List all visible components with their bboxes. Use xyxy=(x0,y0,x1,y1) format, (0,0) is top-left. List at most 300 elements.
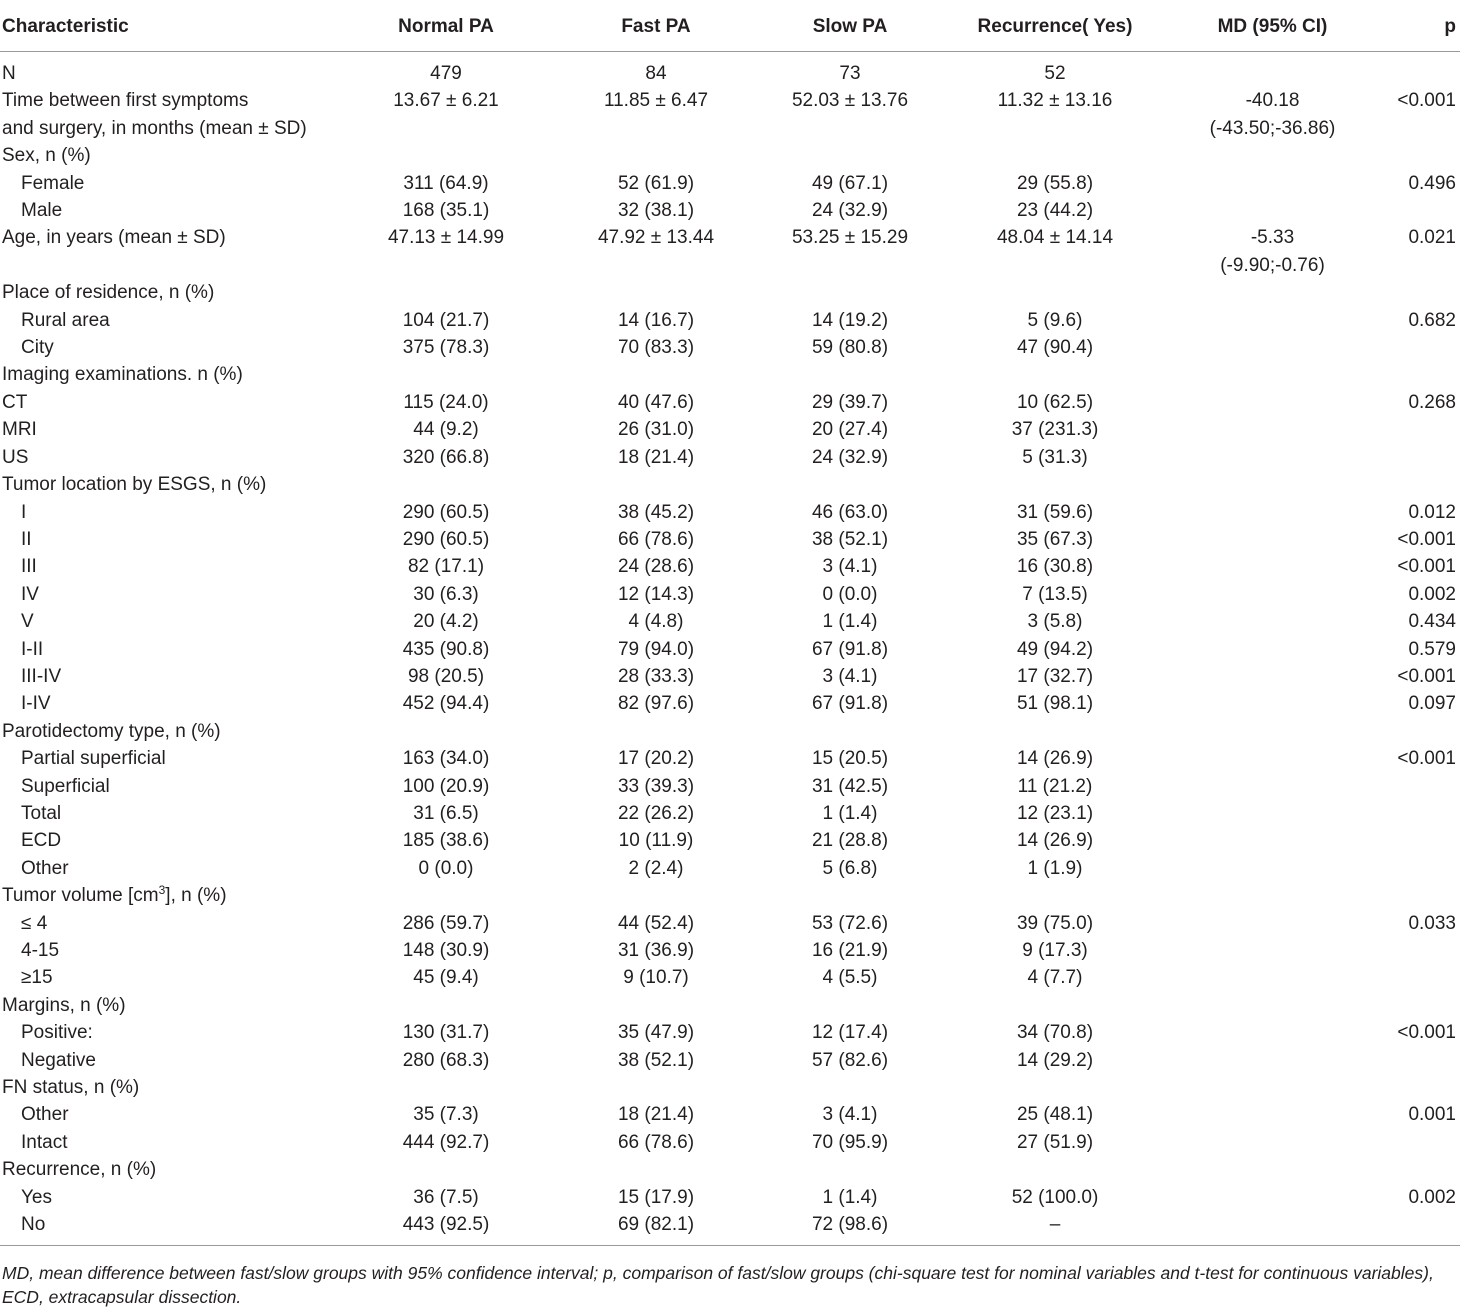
row-label-text: III-IV xyxy=(21,665,62,687)
cell-value: 52 (100.0) xyxy=(1011,1186,1099,1208)
cell-normal-pa xyxy=(330,1211,562,1246)
row-label-text: III xyxy=(21,556,37,578)
table-row xyxy=(0,1019,1460,1046)
row-label xyxy=(0,526,330,553)
cell-recurrence xyxy=(950,992,1160,1019)
cell-fast-pa xyxy=(562,608,750,635)
cell-normal-pa xyxy=(330,52,562,88)
row-label-text: Partial superficial xyxy=(21,748,166,770)
cell-value: 84 xyxy=(645,63,667,84)
cell-slow-pa xyxy=(750,910,950,937)
cell-p-value xyxy=(1385,910,1460,937)
cell-value: 38 (52.1) xyxy=(811,528,889,550)
row-label-text: Tumor location by ESGS, n (%) xyxy=(2,474,267,496)
cell-normal-pa xyxy=(330,553,562,580)
table-body xyxy=(0,52,1460,1246)
cell-p-value xyxy=(1385,526,1460,553)
row-label-text: I-IV xyxy=(21,693,51,715)
cell-value: 67 (91.8) xyxy=(811,638,889,660)
row-label xyxy=(0,1101,330,1128)
cell-normal-pa xyxy=(330,773,562,800)
cell-value: 7 (13.5) xyxy=(1022,583,1088,605)
cell-value: 13.67 ± 6.21 xyxy=(393,90,499,112)
row-label-text: Recurrence, n (%) xyxy=(2,1159,157,1181)
table-row xyxy=(0,800,1460,827)
row-label-text: Age, in years (mean ± SD) xyxy=(2,227,226,249)
cell-value: 52.03 ± 13.76 xyxy=(791,90,909,112)
cell-value: 168 (35.1) xyxy=(402,200,490,222)
cell-normal-pa xyxy=(330,1101,562,1128)
cell-p-value xyxy=(1385,608,1460,635)
cell-value: 52 (61.9) xyxy=(617,172,695,194)
cell-md-ci xyxy=(1160,910,1385,937)
cell-slow-pa xyxy=(750,1156,950,1183)
cell-fast-pa xyxy=(562,52,750,88)
cell-fast-pa xyxy=(562,1074,750,1101)
cell-slow-pa xyxy=(750,553,950,580)
cell-value: 34 (70.8) xyxy=(1016,1022,1094,1044)
cell-value: – xyxy=(1049,1214,1061,1236)
cell-fast-pa xyxy=(562,1156,750,1183)
cell-value: 100 (20.9) xyxy=(402,775,490,797)
cell-value: <0.001 xyxy=(1397,748,1456,770)
row-label xyxy=(0,307,330,334)
cell-ci-range: (-43.50;-36.86) xyxy=(1209,117,1336,139)
cell-normal-pa xyxy=(330,1129,562,1156)
cell-normal-pa xyxy=(330,499,562,526)
cell-value: 435 (90.8) xyxy=(402,638,490,660)
cell-p-value xyxy=(1385,964,1460,991)
table-row xyxy=(0,718,1460,745)
cell-p-value xyxy=(1385,636,1460,663)
cell-value: 14 (29.2) xyxy=(1016,1049,1094,1071)
table-row xyxy=(0,1184,1460,1211)
cell-p-value xyxy=(1385,1129,1460,1156)
cell-recurrence xyxy=(950,581,1160,608)
cell-value: 32 (38.1) xyxy=(617,200,695,222)
table-row xyxy=(0,499,1460,526)
row-label-text: MRI xyxy=(2,419,37,441)
table-row xyxy=(0,882,1460,909)
cell-value: 30 (6.3) xyxy=(413,583,479,605)
cell-value: 10 (11.9) xyxy=(618,830,694,852)
table-row xyxy=(0,1129,1460,1156)
cell-ci-range: (-9.90;-0.76) xyxy=(1220,254,1325,276)
row-label-text: IV xyxy=(21,583,39,605)
cell-recurrence xyxy=(950,499,1160,526)
cell-p-value xyxy=(1385,1019,1460,1046)
cell-p-value xyxy=(1385,1184,1460,1211)
cell-p-value xyxy=(1385,992,1460,1019)
cell-value: 0.682 xyxy=(1408,309,1456,331)
cell-value: 24 (32.9) xyxy=(811,446,889,468)
row-label-text: V xyxy=(21,611,34,633)
cell-md-ci xyxy=(1160,964,1385,991)
cell-md-ci xyxy=(1160,800,1385,827)
cell-p-value xyxy=(1385,361,1460,388)
cell-value: 46 (63.0) xyxy=(811,501,889,523)
row-label-text: Positive: xyxy=(21,1022,93,1044)
cell-value: 17 (32.7) xyxy=(1016,665,1094,687)
cell-md-ci xyxy=(1160,52,1385,88)
row-label-text: Place of residence, n (%) xyxy=(2,282,215,304)
cell-recurrence xyxy=(950,718,1160,745)
cell-value: 29 (39.7) xyxy=(811,391,889,413)
cell-value: 130 (31.7) xyxy=(402,1022,490,1044)
row-label xyxy=(0,827,330,854)
cell-normal-pa xyxy=(330,87,562,142)
cell-slow-pa xyxy=(750,608,950,635)
cell-p-value xyxy=(1385,1211,1460,1246)
table-row xyxy=(0,142,1460,169)
cell-recurrence xyxy=(950,416,1160,443)
cell-slow-pa xyxy=(750,471,950,498)
cell-value: 82 (97.6) xyxy=(617,693,695,715)
cell-value: 0.579 xyxy=(1408,638,1456,660)
header-p-value: p xyxy=(1385,9,1460,52)
row-label-text: Yes xyxy=(21,1186,52,1208)
cell-value: 2 (2.4) xyxy=(628,857,684,879)
cell-fast-pa xyxy=(562,745,750,772)
cell-value: 26 (31.0) xyxy=(617,419,695,441)
cell-slow-pa xyxy=(750,663,950,690)
header-recurrence-yes: Recurrence( Yes) xyxy=(950,9,1160,52)
cell-value: 14 (16.7) xyxy=(617,309,695,331)
cell-normal-pa xyxy=(330,910,562,937)
cell-normal-pa xyxy=(330,608,562,635)
cell-md-ci xyxy=(1160,827,1385,854)
cell-slow-pa xyxy=(750,1129,950,1156)
cell-fast-pa xyxy=(562,471,750,498)
row-label-continued: and surgery, in months (mean ± SD) xyxy=(2,117,307,139)
cell-value: 21 (28.8) xyxy=(811,830,889,852)
cell-value: 3 (4.1) xyxy=(822,665,878,687)
row-label xyxy=(0,690,330,717)
cell-p-value xyxy=(1385,389,1460,416)
cell-value: 70 (95.9) xyxy=(811,1131,889,1153)
cell-value: 5 (31.3) xyxy=(1022,446,1088,468)
cell-value: 12 (14.3) xyxy=(617,583,695,605)
cell-value: 17 (20.2) xyxy=(617,748,695,770)
cell-value: 14 (26.9) xyxy=(1016,748,1094,770)
cell-recurrence xyxy=(950,827,1160,854)
cell-p-value xyxy=(1385,882,1460,909)
cell-slow-pa xyxy=(750,1047,950,1074)
row-label xyxy=(0,745,330,772)
cell-md-ci xyxy=(1160,416,1385,443)
cell-value: <0.001 xyxy=(1397,528,1456,550)
cell-fast-pa xyxy=(562,224,750,279)
row-label-text: Negative xyxy=(21,1049,96,1071)
cell-slow-pa xyxy=(750,882,950,909)
row-label-text: City xyxy=(21,337,54,359)
cell-p-value xyxy=(1385,1156,1460,1183)
cell-value: 53 (72.6) xyxy=(811,912,889,934)
cell-value: 47.13 ± 14.99 xyxy=(387,227,505,249)
row-label xyxy=(0,663,330,690)
cell-normal-pa xyxy=(330,827,562,854)
cell-value: 375 (78.3) xyxy=(402,337,490,359)
cell-normal-pa xyxy=(330,800,562,827)
cell-value: 27 (51.9) xyxy=(1016,1131,1094,1153)
cell-value: <0.001 xyxy=(1397,1022,1456,1044)
row-label-text: ≤ 4 xyxy=(21,912,48,934)
cell-md-ci xyxy=(1160,1019,1385,1046)
cell-recurrence xyxy=(950,279,1160,306)
cell-value: <0.001 xyxy=(1397,556,1456,578)
cell-p-value xyxy=(1385,52,1460,88)
row-label xyxy=(0,1019,330,1046)
cell-p-value xyxy=(1385,745,1460,772)
cell-normal-pa xyxy=(330,197,562,224)
cell-value: 98 (20.5) xyxy=(407,665,485,687)
row-label xyxy=(0,992,330,1019)
cell-recurrence xyxy=(950,87,1160,142)
cell-normal-pa xyxy=(330,471,562,498)
cell-recurrence xyxy=(950,52,1160,88)
row-label xyxy=(0,142,330,169)
cell-p-value xyxy=(1385,1047,1460,1074)
table-row xyxy=(0,526,1460,553)
cell-recurrence xyxy=(950,1129,1160,1156)
cell-recurrence xyxy=(950,526,1160,553)
cell-value: 0.097 xyxy=(1408,693,1456,715)
table-row xyxy=(0,197,1460,224)
table-row xyxy=(0,910,1460,937)
row-label-text: Margins, n (%) xyxy=(2,994,126,1016)
cell-value: 320 (66.8) xyxy=(402,446,490,468)
cell-normal-pa xyxy=(330,170,562,197)
cell-value: 49 (67.1) xyxy=(811,172,889,194)
cell-fast-pa xyxy=(562,553,750,580)
row-label xyxy=(0,581,330,608)
row-label-text: Parotidectomy type, n (%) xyxy=(2,720,221,742)
cell-recurrence xyxy=(950,307,1160,334)
table-row xyxy=(0,87,1460,142)
cell-fast-pa xyxy=(562,279,750,306)
table-row xyxy=(0,279,1460,306)
cell-md-ci xyxy=(1160,224,1385,279)
table-row xyxy=(0,964,1460,991)
cell-fast-pa xyxy=(562,444,750,471)
cell-md-ci xyxy=(1160,1211,1385,1246)
cell-value: 16 (21.9) xyxy=(811,940,889,961)
header-md-ci: MD (95% CI) xyxy=(1160,9,1385,52)
cell-recurrence xyxy=(950,910,1160,937)
cell-value: 0.434 xyxy=(1408,611,1456,633)
row-label xyxy=(0,800,330,827)
cell-recurrence xyxy=(950,964,1160,991)
cell-value: 11.32 ± 13.16 xyxy=(997,90,1113,112)
cell-value: 443 (92.5) xyxy=(402,1214,490,1236)
cell-value: 479 xyxy=(430,63,462,84)
cell-p-value xyxy=(1385,279,1460,306)
table-row xyxy=(0,1047,1460,1074)
cell-fast-pa xyxy=(562,361,750,388)
cell-slow-pa xyxy=(750,1074,950,1101)
cell-p-value xyxy=(1385,690,1460,717)
row-label-tail: ], n (%) xyxy=(165,885,227,907)
cell-value: 31 (6.5) xyxy=(413,802,479,824)
cell-value: 33 (39.3) xyxy=(617,775,695,797)
row-label xyxy=(0,224,330,279)
cell-fast-pa xyxy=(562,636,750,663)
cell-slow-pa xyxy=(750,690,950,717)
cell-value: 5 (9.6) xyxy=(1027,309,1083,331)
cell-value: 3 (5.8) xyxy=(1027,611,1083,633)
cell-recurrence xyxy=(950,1019,1160,1046)
cell-recurrence xyxy=(950,389,1160,416)
cell-value: 115 (24.0) xyxy=(403,391,489,413)
cell-value: 1 (1.4) xyxy=(822,611,878,633)
header-fast-pa: Fast PA xyxy=(562,9,750,52)
cell-p-value xyxy=(1385,553,1460,580)
cell-slow-pa xyxy=(750,444,950,471)
table-row xyxy=(0,361,1460,388)
cell-md-ci xyxy=(1160,526,1385,553)
cell-md-ci xyxy=(1160,1074,1385,1101)
cell-fast-pa xyxy=(562,87,750,142)
cell-recurrence xyxy=(950,1074,1160,1101)
cell-slow-pa xyxy=(750,224,950,279)
cell-recurrence xyxy=(950,1047,1160,1074)
cell-md-ci xyxy=(1160,581,1385,608)
cell-slow-pa xyxy=(750,1019,950,1046)
cell-value: 67 (91.8) xyxy=(811,693,889,715)
cell-normal-pa xyxy=(330,964,562,991)
cell-value: 39 (75.0) xyxy=(1016,912,1094,934)
row-label xyxy=(0,1184,330,1211)
cell-value: 36 (7.5) xyxy=(413,1186,479,1208)
row-label xyxy=(0,52,330,88)
cell-recurrence xyxy=(950,170,1160,197)
cell-value: 185 (38.6) xyxy=(402,830,490,852)
table-row xyxy=(0,636,1460,663)
cell-recurrence xyxy=(950,773,1160,800)
cell-p-value xyxy=(1385,827,1460,854)
row-label xyxy=(0,937,330,964)
row-label xyxy=(0,964,330,991)
cell-value: 16 (30.8) xyxy=(1016,556,1094,578)
table-row xyxy=(0,1156,1460,1183)
cell-md-ci xyxy=(1160,745,1385,772)
row-label-text: Other xyxy=(21,1104,69,1126)
cell-value: 29 (55.8) xyxy=(1016,172,1094,194)
cell-recurrence xyxy=(950,197,1160,224)
cell-value: -40.18 xyxy=(1245,90,1300,112)
cell-value: 104 (21.7) xyxy=(402,309,490,331)
cell-md-ci xyxy=(1160,499,1385,526)
header-normal-pa: Normal PA xyxy=(330,9,562,52)
cell-recurrence xyxy=(950,882,1160,909)
cell-md-ci xyxy=(1160,1156,1385,1183)
cell-slow-pa xyxy=(750,416,950,443)
row-label-text: I-II xyxy=(21,638,44,660)
cell-recurrence xyxy=(950,663,1160,690)
cell-value: 53.25 ± 15.29 xyxy=(791,227,909,249)
header-row xyxy=(0,9,1460,52)
cell-md-ci xyxy=(1160,444,1385,471)
row-label xyxy=(0,197,330,224)
cell-normal-pa xyxy=(330,279,562,306)
table-row xyxy=(0,307,1460,334)
cell-value: 82 (17.1) xyxy=(407,556,485,578)
cell-slow-pa xyxy=(750,361,950,388)
cell-fast-pa xyxy=(562,1019,750,1046)
row-label xyxy=(0,1211,330,1246)
cell-value: 31 (36.9) xyxy=(617,940,695,961)
cell-md-ci xyxy=(1160,389,1385,416)
table-row xyxy=(0,224,1460,279)
cell-value: 15 (17.9) xyxy=(617,1186,695,1208)
table-row xyxy=(0,471,1460,498)
cell-fast-pa xyxy=(562,1101,750,1128)
cell-normal-pa xyxy=(330,937,562,964)
cell-p-value xyxy=(1385,416,1460,443)
cell-normal-pa xyxy=(330,416,562,443)
cell-value: 0 (0.0) xyxy=(418,857,474,879)
row-label xyxy=(0,444,330,471)
cell-value: 38 (45.2) xyxy=(617,501,695,523)
cell-recurrence xyxy=(950,444,1160,471)
cell-value: 37 (231.3) xyxy=(1011,419,1099,441)
cell-value: 52 xyxy=(1044,63,1066,84)
cell-md-ci xyxy=(1160,87,1385,142)
cell-value: 20 (27.4) xyxy=(811,419,889,441)
cell-fast-pa xyxy=(562,334,750,361)
cell-value: 148 (30.9) xyxy=(402,940,490,961)
cell-value: 0.012 xyxy=(1408,501,1456,523)
cell-value: 10 (62.5) xyxy=(1016,391,1094,413)
cell-slow-pa xyxy=(750,964,950,991)
cell-p-value xyxy=(1385,224,1460,279)
cell-value: 12 (23.1) xyxy=(1016,802,1094,824)
header-slow-pa: Slow PA xyxy=(750,9,950,52)
cell-fast-pa xyxy=(562,1047,750,1074)
cell-value: 280 (68.3) xyxy=(402,1049,490,1071)
cell-slow-pa xyxy=(750,87,950,142)
cell-md-ci xyxy=(1160,334,1385,361)
cell-p-value xyxy=(1385,773,1460,800)
cell-recurrence xyxy=(950,224,1160,279)
cell-slow-pa xyxy=(750,827,950,854)
table-row xyxy=(0,581,1460,608)
cell-normal-pa xyxy=(330,1047,562,1074)
cell-fast-pa xyxy=(562,142,750,169)
cell-value: 3 (4.1) xyxy=(822,556,878,578)
cell-value: 1 (1.9) xyxy=(1027,857,1083,879)
cell-value: 48.04 ± 14.14 xyxy=(996,227,1114,249)
row-label xyxy=(0,553,330,580)
row-label-text: No xyxy=(21,1214,46,1236)
cell-fast-pa xyxy=(562,170,750,197)
row-label xyxy=(0,910,330,937)
cell-md-ci xyxy=(1160,361,1385,388)
cell-slow-pa xyxy=(750,142,950,169)
cell-value: 57 (82.6) xyxy=(811,1049,889,1071)
row-label xyxy=(0,389,330,416)
cell-slow-pa xyxy=(750,499,950,526)
cell-p-value xyxy=(1385,170,1460,197)
cell-value: 35 (67.3) xyxy=(1016,528,1094,550)
cell-value: 0.268 xyxy=(1408,391,1456,413)
row-label xyxy=(0,636,330,663)
cell-value: 0.021 xyxy=(1408,227,1456,249)
cell-md-ci xyxy=(1160,1129,1385,1156)
row-label xyxy=(0,773,330,800)
cell-md-ci xyxy=(1160,855,1385,882)
cell-normal-pa xyxy=(330,142,562,169)
